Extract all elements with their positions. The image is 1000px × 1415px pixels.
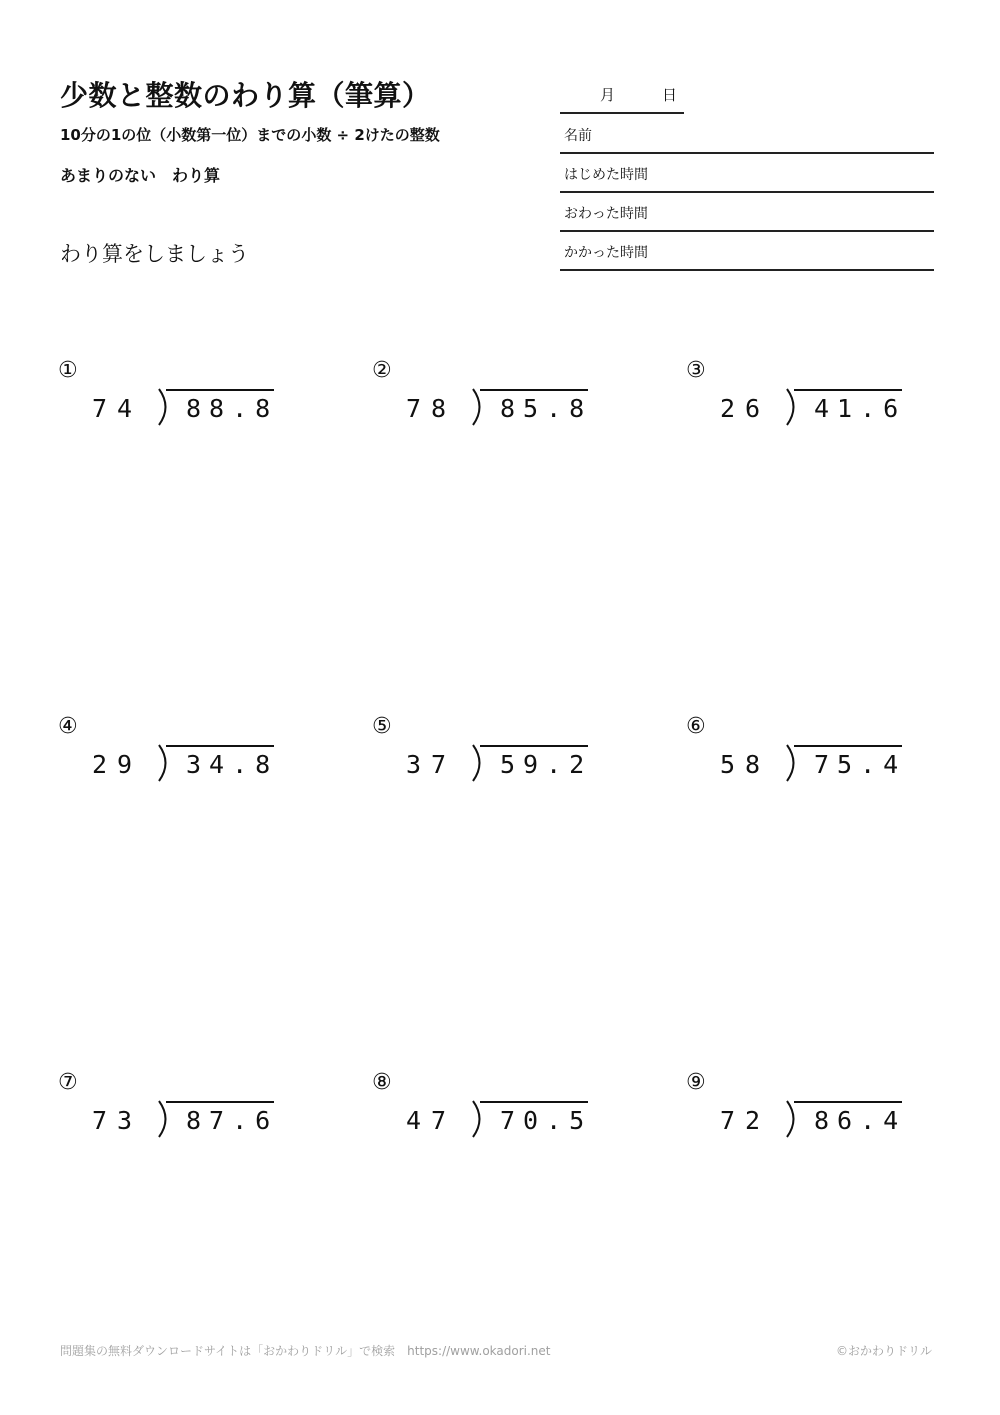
elapsed-time-field[interactable] — [560, 231, 934, 271]
problem-2[interactable] — [372, 360, 612, 450]
start-time-label: はじめた時間 — [564, 167, 648, 183]
name-field[interactable] — [560, 114, 934, 154]
problem-5[interactable] — [372, 716, 612, 806]
problem-3[interactable] — [686, 360, 926, 450]
division-bar — [166, 389, 274, 391]
problem-number: ⑧ — [372, 1070, 392, 1095]
dividend: 85.8 — [500, 394, 593, 423]
division-bar — [166, 745, 274, 747]
start-time-field[interactable] — [560, 153, 934, 193]
division-bar — [480, 1101, 588, 1103]
dividend: 75.4 — [814, 750, 907, 779]
division-bracket — [156, 387, 174, 427]
divisor: 78 — [406, 394, 457, 423]
day-label: 日 — [662, 86, 678, 104]
division-bracket — [784, 743, 802, 783]
dividend: 88.8 — [186, 394, 279, 423]
dividend: 87.6 — [186, 1106, 279, 1135]
problem-8[interactable] — [372, 1072, 612, 1162]
divisor: 73 — [92, 1106, 143, 1135]
division-bracket — [784, 387, 802, 427]
dividend: 59.2 — [500, 750, 593, 779]
name-label: 名前 — [564, 128, 592, 144]
dividend: 34.8 — [186, 750, 279, 779]
footer-copyright: ©おかわりドリル — [835, 1344, 932, 1358]
division-bar — [794, 1101, 902, 1103]
divisor: 29 — [92, 750, 143, 779]
division-bracket — [784, 1099, 802, 1139]
problem-7[interactable] — [58, 1072, 298, 1162]
divisor: 37 — [406, 750, 457, 779]
date-field[interactable] — [560, 74, 684, 114]
problem-6[interactable] — [686, 716, 926, 806]
division-bracket — [470, 743, 488, 783]
division-bracket — [156, 743, 174, 783]
division-bar — [166, 1101, 274, 1103]
problem-number: ③ — [686, 358, 706, 383]
footer-site-note: 問題集の無料ダウンロードサイトは「おかわりドリル」で検索 https://www.okadori.net — [60, 1344, 551, 1358]
problem-number: ① — [58, 358, 78, 383]
problem-number: ⑤ — [372, 714, 392, 739]
problem-number: ⑥ — [686, 714, 706, 739]
division-bar — [480, 389, 588, 391]
problem-9[interactable] — [686, 1072, 926, 1162]
worksheet-subtitle: 10分の1の位（小数第一位）までの小数 ÷ 2けたの整数 — [60, 126, 440, 144]
division-bracket — [470, 387, 488, 427]
dividend: 70.5 — [500, 1106, 593, 1135]
division-bracket — [470, 1099, 488, 1139]
end-time-label: おわった時間 — [564, 206, 648, 222]
month-label: 月 — [600, 86, 616, 104]
problem-number: ⑨ — [686, 1070, 706, 1095]
problem-4[interactable] — [58, 716, 298, 806]
worksheet-note: あまりのない わり算 — [60, 166, 221, 185]
elapsed-time-label: かかった時間 — [564, 245, 648, 261]
problem-number: ② — [372, 358, 392, 383]
worksheet-title: 少数と整数のわり算（筆算） — [60, 79, 431, 112]
divisor: 74 — [92, 394, 143, 423]
problem-number: ④ — [58, 714, 78, 739]
instruction: わり算をしましょう — [60, 242, 249, 266]
problem-number: ⑦ — [58, 1070, 78, 1095]
dividend: 86.4 — [814, 1106, 907, 1135]
problem-1[interactable] — [58, 360, 298, 450]
divisor: 72 — [720, 1106, 771, 1135]
divisor: 26 — [720, 394, 771, 423]
dividend: 41.6 — [814, 394, 907, 423]
division-bar — [480, 745, 588, 747]
divisor: 58 — [720, 750, 771, 779]
divisor: 47 — [406, 1106, 457, 1135]
division-bar — [794, 745, 902, 747]
division-bracket — [156, 1099, 174, 1139]
division-bar — [794, 389, 902, 391]
end-time-field[interactable] — [560, 192, 934, 232]
